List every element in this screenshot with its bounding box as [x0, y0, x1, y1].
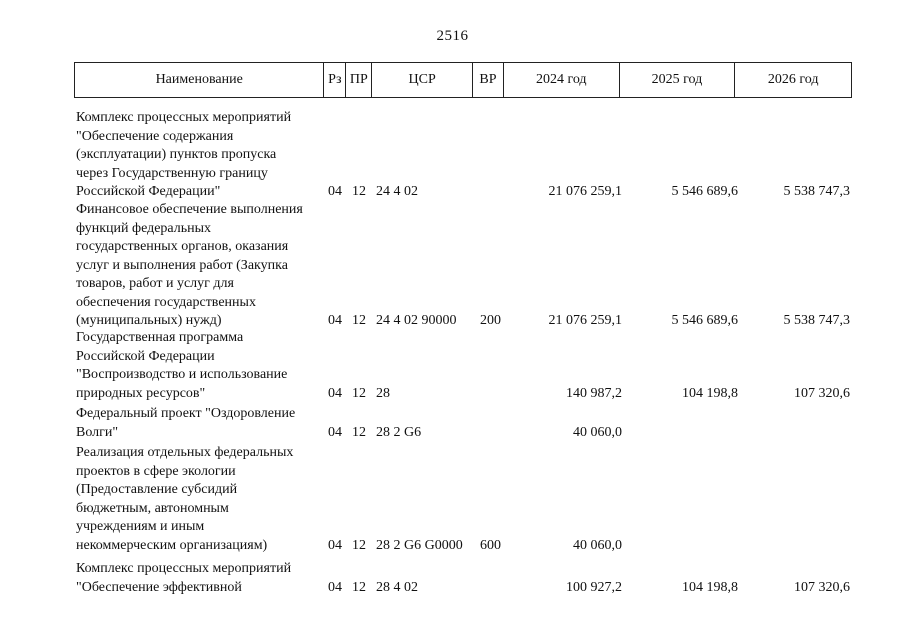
cell-rz: 04	[328, 424, 342, 440]
cell-csr: 28 2 G6 G0000	[376, 537, 463, 553]
cell-csr: 28 2 G6	[376, 424, 422, 440]
row-name	[76, 201, 322, 331]
cell-y2024: 40 060,0	[573, 537, 622, 553]
cell-pr: 12	[352, 184, 366, 199]
cell-pr: 12	[352, 537, 366, 553]
row-name-line: природных ресурсов"	[76, 385, 206, 401]
row-name-line: Федеральный проект "Оздоровление	[76, 406, 296, 421]
table-header	[74, 62, 852, 98]
header-vr: ВР	[473, 63, 504, 97]
header-2026: 2026 год	[767, 72, 819, 87]
cell-rz: 04	[328, 537, 342, 553]
cell-y2025: 104 198,8	[682, 385, 738, 401]
row-name-line: товаров, работ и услуг для	[76, 276, 234, 291]
header-rz: Рз	[324, 63, 346, 97]
cell-rz: 04	[328, 385, 342, 401]
cell-pr: 12	[352, 313, 366, 328]
header-2025: 2025 год	[620, 63, 736, 97]
header-csr: ЦСР	[372, 63, 473, 97]
row-name-line: (эксплуатации) пунктов пропуска	[76, 147, 277, 162]
row-name-line: Волги"	[76, 424, 119, 440]
page-number: 2516	[436, 28, 469, 44]
row-name-line: через Государственную границу	[76, 165, 268, 181]
cell-y2025: 5 546 689,6	[671, 184, 738, 199]
row-name-line: Реализация отдельных федеральных	[76, 445, 294, 460]
row-name-line: Финансовое обеспечение выполнения	[76, 202, 303, 217]
cell-y2026: 5 538 747,3	[783, 184, 850, 199]
row-name-line: Российской Федерации"	[76, 184, 221, 199]
cell-y2024: 100 927,2	[566, 579, 622, 595]
cell-y2026: 107 320,6	[794, 579, 850, 595]
row-name-line: обеспечения государственных	[76, 294, 256, 310]
cell-y2024: 40 060,0	[573, 424, 622, 440]
row-name-line: "Обеспечение эффективной	[76, 579, 242, 595]
cell-vr: 600	[480, 537, 501, 553]
row-name-line: Комплекс процессных мероприятий	[76, 110, 292, 125]
cell-csr: 28	[376, 385, 390, 401]
cell-y2025: 5 546 689,6	[671, 313, 738, 328]
cell-pr: 12	[352, 385, 366, 401]
row-name-line: бюджетным, автономным	[76, 500, 229, 516]
cell-csr: 24 4 02 90000	[376, 313, 457, 328]
cell-pr: 12	[352, 579, 366, 595]
row-name-line: (муниципальных) нужд)	[76, 313, 222, 328]
cell-csr: 28 4 02	[376, 579, 418, 595]
cell-rz: 04	[328, 184, 342, 199]
cell-y2024: 21 076 259,1	[548, 184, 622, 199]
row-name-line: "Воспроизводство и использование	[76, 367, 288, 382]
row-name	[76, 109, 322, 202]
cell-rz: 04	[328, 579, 342, 595]
row-name	[76, 405, 322, 442]
row-name-line: учреждениям и иным	[76, 519, 205, 534]
row-name	[76, 560, 322, 597]
cell-y2024: 140 987,2	[566, 385, 622, 401]
cell-csr: 24 4 02	[376, 184, 418, 199]
row-name-line: Российской Федерации	[76, 348, 215, 364]
row-name-line: Государственная программа	[76, 330, 244, 345]
row-name-line: функций федеральных	[76, 220, 212, 236]
cell-vr: 200	[480, 313, 501, 328]
header-name: Наименование	[75, 63, 324, 97]
row-name-line: государственных органов, оказания	[76, 239, 289, 254]
cell-rz: 04	[328, 313, 342, 328]
cell-y2024: 21 076 259,1	[548, 313, 622, 328]
header-pr: ПР	[346, 63, 372, 97]
row-name-line: услуг и выполнения работ (Закупка	[76, 257, 288, 273]
row-name-line: (Предоставление субсидий	[76, 482, 238, 497]
cell-y2025: 104 198,8	[682, 579, 738, 595]
cell-y2026: 5 538 747,3	[783, 313, 850, 328]
row-name-line: Комплекс процессных мероприятий	[76, 561, 292, 576]
row-name-line: "Обеспечение содержания	[76, 128, 234, 144]
row-name	[76, 329, 322, 403]
cell-pr: 12	[352, 424, 366, 440]
cell-y2026: 107 320,6	[794, 385, 850, 401]
header-2024: 2024 год	[504, 63, 620, 97]
row-name-line: некоммерческим организациям)	[76, 537, 268, 553]
row-name	[76, 444, 322, 555]
row-name-line: проектов в сфере экологии	[76, 463, 236, 479]
